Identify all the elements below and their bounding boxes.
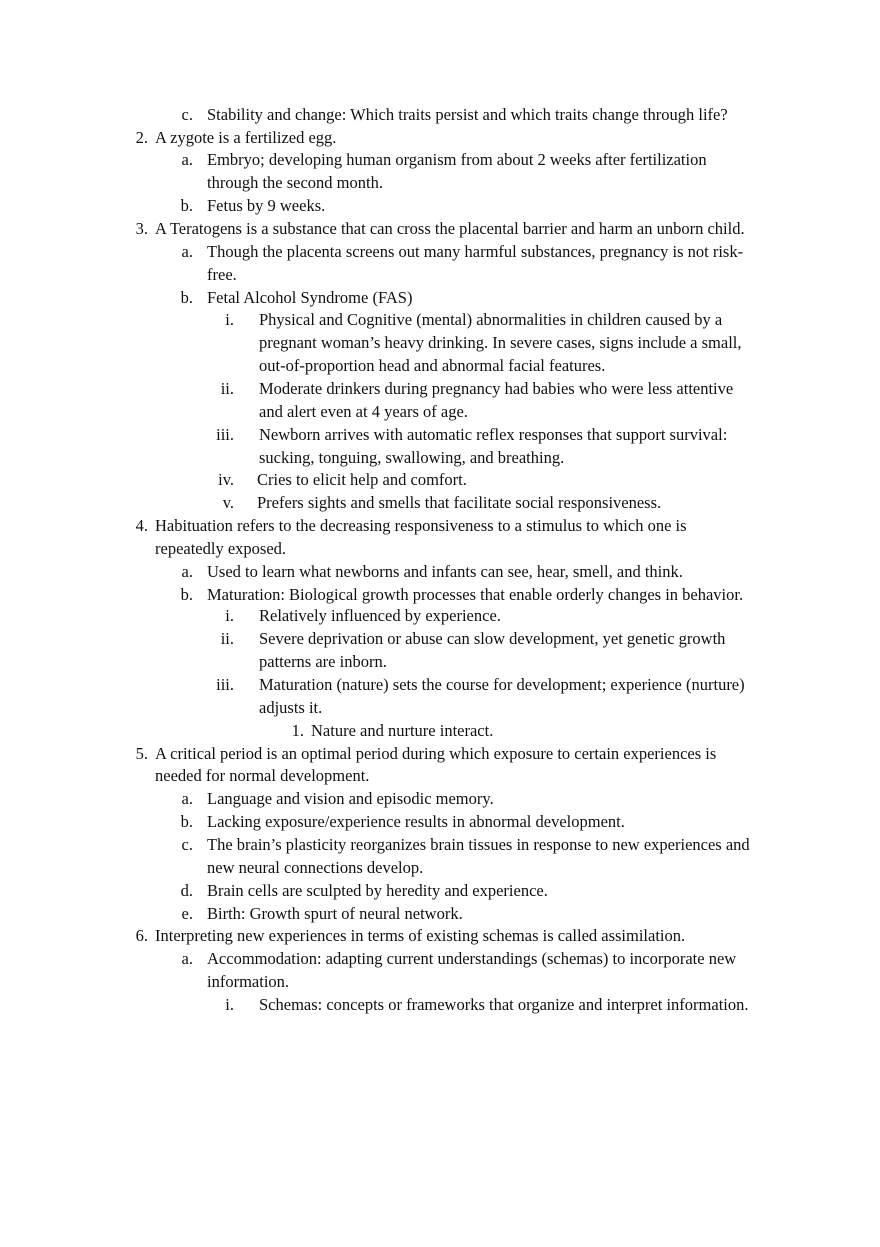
list-marker: 3. xyxy=(135,219,148,238)
list-text-continuation: repeatedly exposed. xyxy=(155,539,287,558)
list-text: Birth: Growth spurt of neural network. xyxy=(207,904,463,923)
list-text: A zygote is a fertilized egg. xyxy=(155,128,337,147)
list-marker: c. xyxy=(181,835,193,854)
list-marker: i. xyxy=(225,310,234,329)
list-text: Used to learn what newborns and infants can see, hear, smell, and think. xyxy=(207,562,683,581)
list-text-continuation: new neural connections develop. xyxy=(207,858,424,877)
list-text: Nature and nurture interact. xyxy=(311,721,494,740)
list-text-continuation: free. xyxy=(207,265,237,284)
list-text-continuation: and alert even at 4 years of age. xyxy=(259,402,468,421)
list-marker: 1. xyxy=(291,721,304,740)
list-text-continuation: adjusts it. xyxy=(259,698,323,717)
list-marker: a. xyxy=(181,789,193,808)
list-text: Relatively influenced by experience. xyxy=(259,606,501,625)
list-text: The brain’s plasticity reorganizes brain tissues in response to new experiences and xyxy=(207,835,750,854)
list-marker: a. xyxy=(181,562,193,581)
list-marker: a. xyxy=(181,150,193,169)
list-marker: a. xyxy=(181,242,193,261)
list-text: A Teratogens is a substance that can cross the placental barrier and harm an unborn child. xyxy=(155,219,745,238)
list-text: Cries to elicit help and comfort. xyxy=(257,470,467,489)
list-marker: i. xyxy=(225,995,234,1014)
list-marker: a. xyxy=(181,949,193,968)
list-text: Brain cells are sculpted by heredity and experience. xyxy=(207,881,548,900)
list-marker: iii. xyxy=(216,425,234,444)
list-marker: 5. xyxy=(135,744,148,763)
list-marker: 6. xyxy=(135,926,148,945)
list-marker: ii. xyxy=(220,629,234,648)
list-marker: ii. xyxy=(220,379,234,398)
list-text: Schemas: concepts or frameworks that organize and interpret information. xyxy=(259,995,749,1014)
list-text: Language and vision and episodic memory. xyxy=(207,789,494,808)
list-text: Fetal Alcohol Syndrome (FAS) xyxy=(207,288,413,307)
list-text: Maturation (nature) sets the course for development; experience (nurture) xyxy=(259,675,745,694)
list-text-continuation: sucking, tonguing, swallowing, and breathing. xyxy=(259,448,565,467)
list-marker: b. xyxy=(180,812,193,831)
list-text: Though the placenta screens out many harmful substances, pregnancy is not risk- xyxy=(207,242,744,261)
list-text: A critical period is an optimal period during which exposure to certain experiences is xyxy=(155,744,717,763)
list-text: Lacking exposure/experience results in abnormal development. xyxy=(207,812,625,831)
list-text-continuation: pregnant woman’s heavy drinking. In severe cases, signs include a small, xyxy=(259,333,742,352)
list-marker: iii. xyxy=(216,675,234,694)
list-text: Stability and change: Which traits persist and which traits change through life? xyxy=(207,105,728,124)
list-marker: e. xyxy=(181,904,193,923)
list-marker: b. xyxy=(180,196,193,215)
list-marker: 2. xyxy=(135,128,148,147)
list-marker: v. xyxy=(222,493,234,512)
list-marker: d. xyxy=(180,881,193,900)
list-text: Embryo; developing human organism from about 2 weeks after fertilization xyxy=(207,150,707,169)
list-text: Moderate drinkers during pregnancy had babies who were less attentive xyxy=(259,379,734,398)
list-text-continuation: patterns are inborn. xyxy=(259,652,387,671)
list-text: Severe deprivation or abuse can slow development, yet genetic growth xyxy=(259,629,726,648)
list-text: Prefers sights and smells that facilitate social responsiveness. xyxy=(257,493,662,512)
list-text: Newborn arrives with automatic reflex responses that support survival: xyxy=(259,425,728,444)
list-marker: 4. xyxy=(135,516,148,535)
list-text-continuation: information. xyxy=(207,972,290,991)
list-marker: b. xyxy=(180,288,193,307)
list-marker: b. xyxy=(180,585,193,604)
list-text: Maturation: Biological growth processes that enable orderly changes in behavior. xyxy=(207,585,744,604)
list-text: Habituation refers to the decreasing responsiveness to a stimulus to which one is xyxy=(155,516,687,535)
list-text: Accommodation: adapting current understandings (schemas) to incorporate new xyxy=(207,949,737,968)
list-marker: iv. xyxy=(218,470,234,489)
list-text: Fetus by 9 weeks. xyxy=(207,196,326,215)
list-text-continuation: needed for normal development. xyxy=(155,766,370,785)
list-text: Interpreting new experiences in terms of existing schemas is called assimilation. xyxy=(155,926,686,945)
list-text: Physical and Cognitive (mental) abnormalities in children caused by a xyxy=(259,310,723,329)
list-text-continuation: through the second month. xyxy=(207,173,383,192)
list-marker: i. xyxy=(225,606,234,625)
list-marker: c. xyxy=(181,105,193,124)
list-text-continuation: out-of-proportion head and abnormal facial features. xyxy=(259,356,606,375)
